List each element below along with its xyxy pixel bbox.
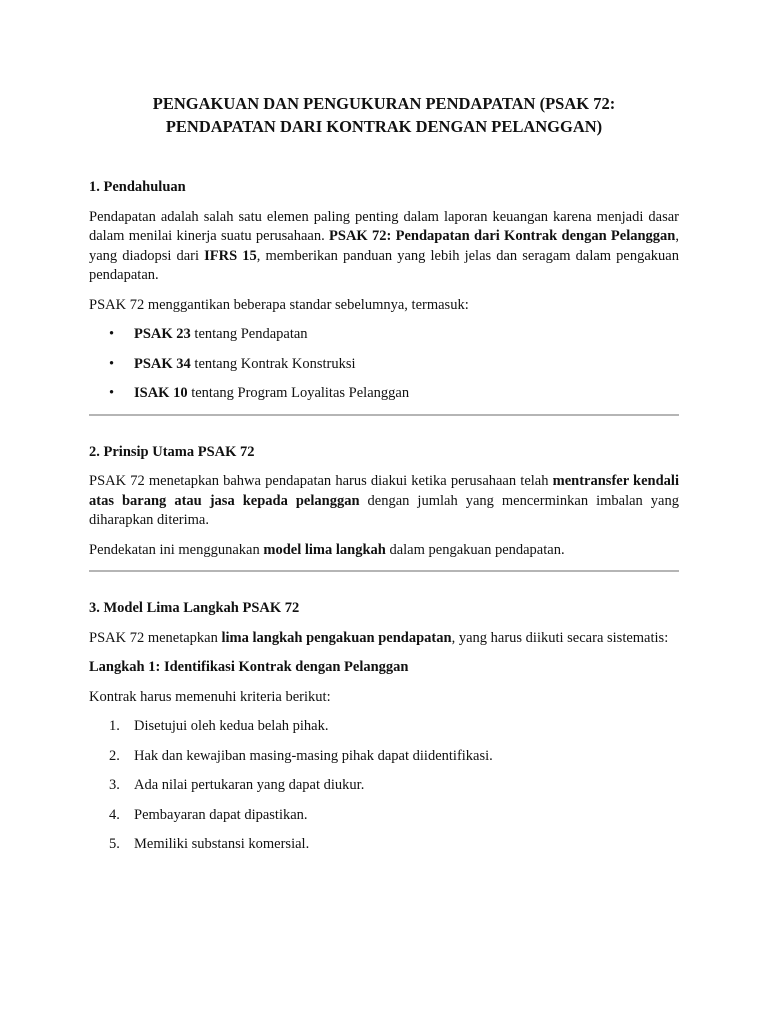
text-run: , memberikan panduan yang lebih jelas dan seragam dalam pengakuan pendapatan.: [89, 247, 679, 283]
bold-text-run: mentransfer kendali atas barang atau jasa kepada pelanggan: [89, 473, 679, 509]
section-3-paragraph-1: [89, 629, 679, 649]
list-item: [89, 325, 679, 345]
text-run: dalam pengakuan pendapatan.: [385, 541, 565, 558]
bullet-icon: •: [109, 326, 115, 342]
title-line-2: PENDAPATAN DARI KONTRAK DENGAN PELANGGAN): [165, 117, 603, 136]
list-item: [89, 776, 679, 796]
list-item-text: Memiliki substansi komersial.: [134, 836, 310, 852]
bold-text-run: lima langkah pengakuan pendapatan: [221, 629, 452, 646]
bold-text-run: PSAK 72: Pendapatan dari Kontrak dengan Pelanggan: [329, 228, 676, 244]
section-3-paragraph-2: Kontrak harus memenuhi kriteria berikut:: [89, 688, 331, 705]
section-1-heading: 1. Pendahuluan: [89, 179, 186, 195]
list-number: 4.: [109, 806, 120, 823]
list-item-text: Ada nilai pertukaran yang dapat diukur.: [134, 777, 365, 793]
list-number: 5.: [109, 836, 120, 852]
section-2-heading: 2. Prinsip Utama PSAK 72: [89, 443, 255, 460]
list-item-text: Hak dan kewajiban masing-masing pihak dapat diidentifikasi.: [134, 747, 493, 764]
text-run: Pendekatan ini menggunakan: [89, 541, 264, 558]
list-number: 3.: [109, 777, 120, 793]
bold-text-run: PSAK 34: [134, 355, 191, 372]
list-item-text: Disetujui oleh kedua belah pihak.: [134, 718, 329, 734]
bold-text-run: model lima langkah: [263, 541, 386, 558]
list-item: [89, 747, 679, 767]
section-2-paragraph-1: [89, 472, 679, 531]
step-1-heading: Langkah 1: Identifikasi Kontrak dengan Pelanggan: [89, 659, 409, 675]
list-item: [89, 835, 679, 855]
bullet-icon: •: [109, 385, 115, 401]
list-item: [89, 384, 679, 404]
list-number: 1.: [109, 718, 120, 734]
section-divider: [89, 570, 679, 572]
text-run: , yang harus diikuti secara sistematis:: [451, 629, 669, 646]
criteria-numbered-list: [89, 717, 679, 855]
bold-text-run: ISAK 10: [134, 385, 188, 401]
text-run: dengan jumlah yang mencerminkan imbalan yang diharapkan diterima.: [89, 492, 679, 528]
section-1-paragraph-1: [89, 208, 679, 286]
bold-text-run: IFRS 15: [204, 247, 257, 264]
standards-bullet-list: [89, 325, 679, 404]
text-run: Pendapatan adalah salah satu elemen paling penting dalam laporan keuangan karena menjadi dasar dalam menilai kinerja suatu perusahaan.: [89, 208, 679, 244]
list-item: [89, 717, 679, 737]
list-item: [89, 355, 679, 375]
text-run: tentang Pendapatan: [190, 326, 308, 342]
list-item: [89, 806, 679, 826]
text-run: , yang diadopsi dari: [89, 228, 679, 264]
bullet-icon: •: [109, 355, 115, 372]
text-run: tentang Program Loyalitas Pelanggan: [187, 385, 410, 401]
document-title: [89, 92, 679, 138]
text-run: PSAK 72 menetapkan: [89, 629, 222, 646]
section-1-paragraph-2: PSAK 72 menggantikan beberapa standar sebelumnya, termasuk:: [89, 296, 469, 313]
section-3-heading: 3. Model Lima Langkah PSAK 72: [89, 600, 300, 616]
bold-text-run: PSAK 23: [134, 326, 191, 342]
list-item-text: Pembayaran dapat dipastikan.: [134, 806, 308, 823]
text-run: PSAK 72 menetapkan bahwa pendapatan harus diakui ketika perusahaan telah: [89, 473, 553, 489]
section-divider: [89, 414, 679, 416]
title-line-1: PENGAKUAN DAN PENGUKURAN PENDAPATAN (PSAK 72:: [152, 94, 616, 113]
section-2-paragraph-2: [89, 541, 679, 561]
list-number: 2.: [109, 747, 120, 764]
text-run: tentang Kontrak Konstruksi: [190, 355, 356, 372]
